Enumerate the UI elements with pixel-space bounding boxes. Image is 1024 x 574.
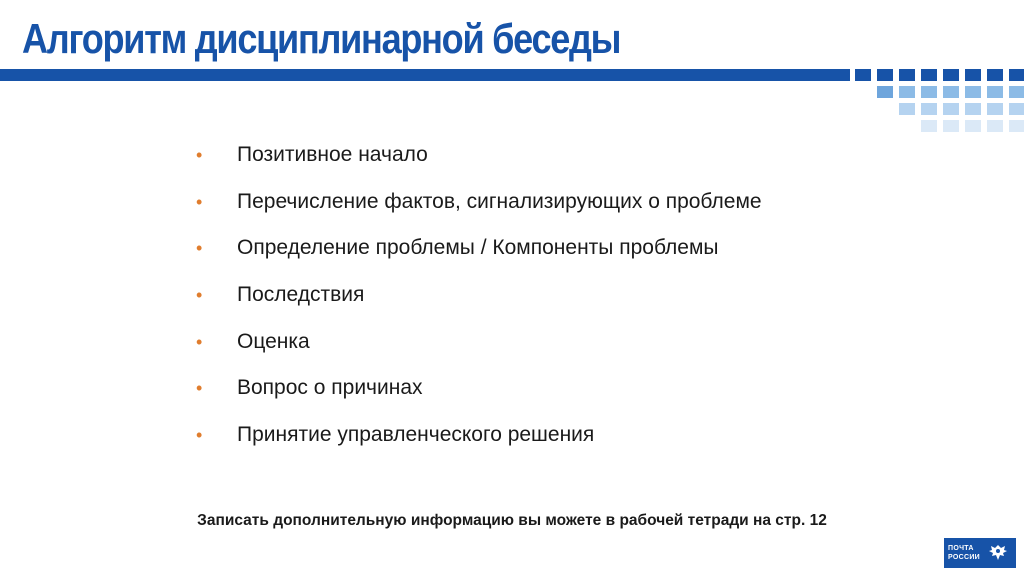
- bullet-text: Позитивное начало: [237, 143, 428, 167]
- bullet-icon: •: [196, 238, 203, 259]
- list-item: [196, 179, 762, 226]
- list-item: [196, 272, 762, 319]
- list-item: [196, 365, 762, 412]
- workbook-note: Записать дополнительную информацию вы можете в рабочей тетради на стр. 12: [197, 512, 827, 529]
- double-headed-eagle-icon: [986, 541, 1010, 565]
- bullet-text: Оценка: [237, 329, 310, 353]
- bullet-text: Принятие управленческого решения: [237, 422, 595, 446]
- bullet-text: Перечисление фактов, сигнализирующих о проблеме: [237, 189, 762, 213]
- bullet-icon: •: [196, 424, 203, 445]
- logo-line-1: ПОЧТА: [948, 545, 974, 552]
- bullet-icon: •: [196, 191, 203, 212]
- bullet-list: [196, 132, 762, 458]
- bullet-text: Определение проблемы / Компоненты проблемы: [237, 236, 719, 260]
- bullet-icon: •: [196, 378, 203, 399]
- bullet-text: Вопрос о причинах: [237, 376, 423, 400]
- logo-line-2: РОССИИ: [948, 554, 980, 561]
- bullet-text: Последствия: [237, 283, 365, 307]
- decorative-squares-grid: [855, 69, 1024, 135]
- list-item: [196, 132, 762, 179]
- list-item: [196, 225, 762, 272]
- bullet-icon: •: [196, 285, 203, 306]
- list-item: [196, 412, 762, 459]
- slide-title: Алгоритм дисциплинарной беседы: [22, 15, 621, 62]
- russian-post-logo: [944, 538, 1016, 568]
- list-item: [196, 318, 762, 365]
- bullet-icon: •: [196, 331, 203, 352]
- bullet-icon: •: [196, 145, 203, 166]
- title-underline-bar: [0, 69, 850, 81]
